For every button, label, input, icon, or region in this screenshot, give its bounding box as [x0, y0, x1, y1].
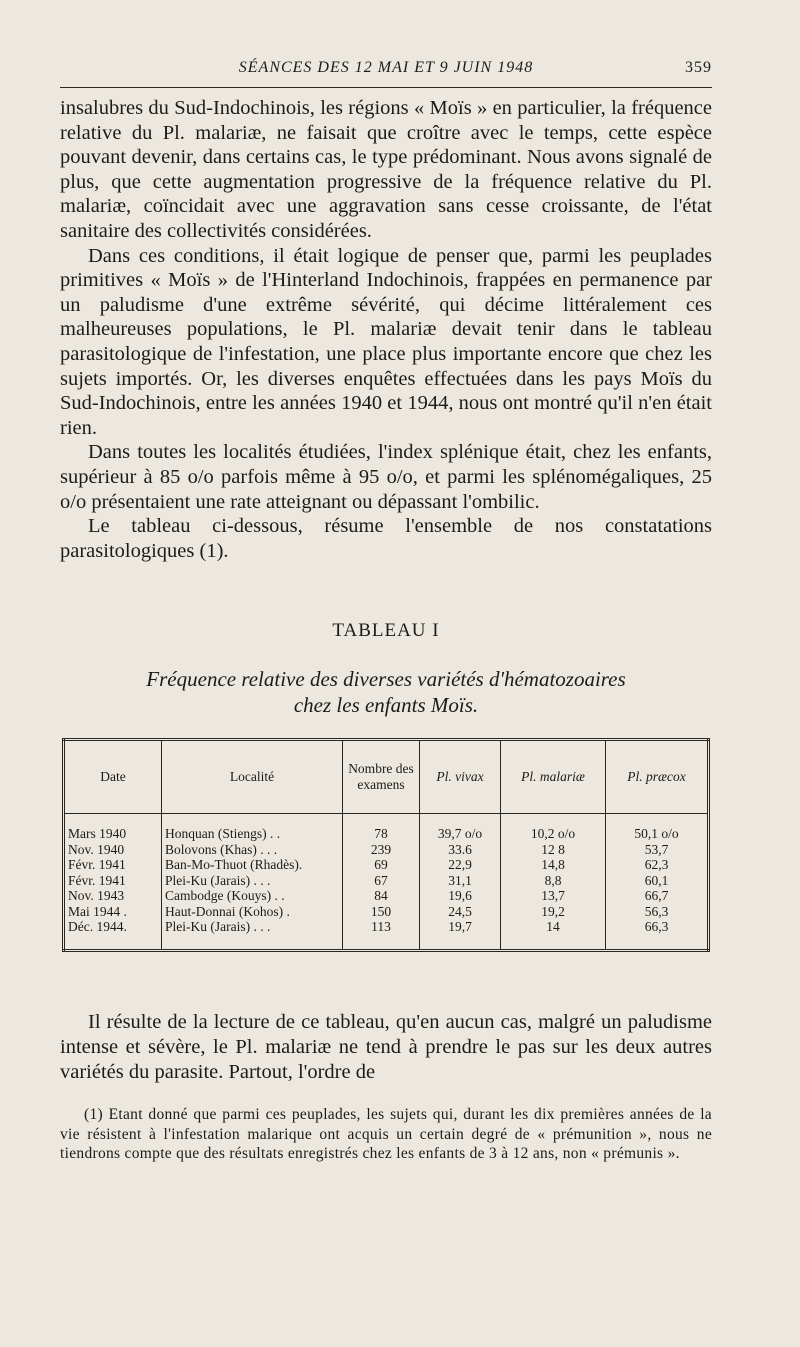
table-header-row: [64, 740, 709, 814]
paragraph-4: Le tableau ci-dessous, résume l'ensemble de nos constatations parasitologiques (1).: [60, 515, 712, 562]
table-caption-line-2: chez les enfants Moïs.: [293, 693, 479, 717]
table-row: Mai 1944 . Haut-Donnai (Kohos) . 150 24,5 19,2 56,3: [64, 904, 709, 920]
table-row: Févr. 1941 Ban-Mo-Thuot (Rhadès). 69 22,9 14,8 62,3: [64, 857, 709, 873]
footnote: [60, 1105, 712, 1164]
table-row: Nov. 1943 Cambodge (Kouys) . . 84 19,6 13,7 66,7: [64, 888, 709, 904]
header-vivax: Pl. vivax: [420, 740, 501, 814]
running-header: [60, 55, 712, 83]
page-number: 359: [685, 59, 712, 76]
paragraph-3: Dans toutes les localités étudiées, l'index splénique était, chez les enfants, supérieur à 85 o/o parfois même à 95 o/o, et parmi les splénomégaliques, 25 o/o présentaient une rate atteignant ou dépassant l'ombilic.: [60, 441, 712, 513]
header-date: Date: [64, 740, 162, 814]
header-rule: [60, 87, 712, 88]
header-praecox: Pl. præcox: [606, 740, 709, 814]
table-row: Nov. 1940 Bolovons (Khas) . . . 239 33.6 12 8 53,7: [64, 842, 709, 858]
table-row: Févr. 1941 Plei-Ku (Jarais) . . . 67 31,1 8,8 60,1: [64, 873, 709, 889]
data-table: [62, 738, 710, 952]
conclusion-text: [60, 1010, 712, 1085]
header-malariae: Pl. malariæ: [501, 740, 606, 814]
table-label: TABLEAU I: [332, 620, 440, 641]
paragraph-2: Dans ces conditions, il était logique de penser que, parmi les peuplades primitives « Moïs » de l'Hinterland Indochinois, frappées en permanence par un paludisme d'une extrême sévérité, qui décime littéralement ces malheureuses populations, le Pl. malariæ devait tenir dans le tableau parasitologique de l'infestation, une place plus importante encore que chez les sujets importés. Or, les diverses enquêtes effectuées dans les pays Moïs du Sud-Indochinois, entre les années 1940 et 1944, nous ont montré qu'il n'en était rien.: [60, 244, 712, 439]
table-row: Mars 1940 Honquan (Stiengs) . . 78 39,7 o/o 10,2 o/o 50,1 o/o: [64, 826, 709, 842]
footnote-text: (1) Etant donné que parmi ces peuplades, les sujets qui, durant les dix premières années de la vie résistent à l'infestation malarique ont acquis un certain degré de « prémunition », nous ne tiendrons compte que des résultats enregistrés chez les enfants de 3 à 12 ans, non « prémunis ».: [60, 1106, 712, 1162]
paragraph-1: insalubres du Sud-Indochinois, les régions « Moïs » en particulier, la fréquence relative du Pl. malariæ, ne faisait que croître avec le temps, cette espèce pouvant devenir, dans certains cas, le type prédominant. Nous avons signalé de plus, que cette augmentation progressive de la fréquence relative du Pl. malariæ, coïncidait avec une aggravation sans cesse croissante, de l'état sanitaire des collectivités considérées.: [60, 97, 712, 242]
body-text: [60, 96, 712, 563]
table-caption: [60, 666, 712, 718]
table-caption-line-1: Fréquence relative des diverses variétés d'hématozoaires: [146, 667, 626, 691]
header-localite: Localité: [162, 740, 343, 814]
paragraph-5: Il résulte de la lecture de ce tableau, qu'en aucun cas, malgré un paludisme intense et sévère, le Pl. malariæ ne tend à prendre le pas sur les deux autres variétés du parasite. Partout, l'ordre de: [60, 1011, 712, 1083]
header-title: SÉANCES DES 12 MAI ET 9 JUIN 1948: [238, 59, 534, 76]
table-row: Déc. 1944. Plei-Ku (Jarais) . . . 113 19,7 14 66,3: [64, 919, 709, 935]
header-nombre: Nombre des examens: [343, 740, 420, 814]
